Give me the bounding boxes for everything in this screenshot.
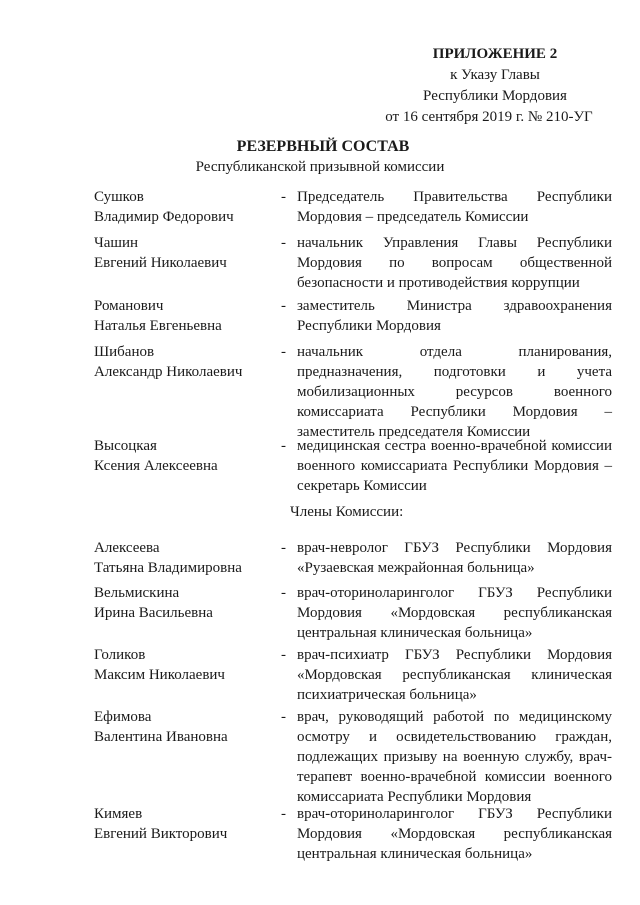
appendix-line-2: Республики Мордовия bbox=[423, 88, 567, 104]
members-heading: Члены Комиссии: bbox=[290, 504, 404, 520]
person-name bbox=[94, 233, 274, 273]
surname: Алексеева bbox=[94, 540, 160, 556]
position-description: заместитель Министра здравоохранения Республики Мордовия bbox=[297, 298, 612, 334]
person-name bbox=[94, 342, 274, 382]
person-name bbox=[94, 187, 274, 227]
position-description: врач-невролог ГБУЗ Республики Мордовия «Рузаевская межрайонная больница» bbox=[297, 540, 612, 576]
person-name bbox=[94, 296, 274, 336]
position-description: медицинская сестра военно-врачебной комиссии военного комиссариата Республики Мордовия – секретарь Комиссии bbox=[297, 438, 612, 494]
person-name bbox=[94, 645, 274, 685]
position-description: начальник Управления Главы Республики Мордовия по вопросам общественной безопасности и противодействия коррупции bbox=[297, 235, 612, 291]
given-names: Максим Николаевич bbox=[94, 667, 225, 683]
given-names: Ирина Васильевна bbox=[94, 605, 213, 621]
position-description: врач, руководящий работой по медицинскому осмотру и освидетельствованию граждан, подлежащих призыву на военную службу, врач-терапевт военно-врачебной комиссии военного комиссариата Республики Мордовия bbox=[297, 709, 612, 805]
given-names: Валентина Ивановна bbox=[94, 729, 228, 745]
surname: Сушков bbox=[94, 189, 144, 205]
person-name bbox=[94, 583, 274, 623]
surname: Ефимова bbox=[94, 709, 152, 725]
separator-dash: - bbox=[281, 438, 286, 454]
separator-dash: - bbox=[281, 189, 286, 205]
separator-dash: - bbox=[281, 806, 286, 822]
person-name bbox=[94, 538, 274, 578]
surname: Высоцкая bbox=[94, 438, 157, 454]
position-description: Председатель Правительства Республики Мордовия – председатель Комиссии bbox=[297, 189, 612, 225]
appendix-header bbox=[370, 44, 620, 128]
separator-dash: - bbox=[281, 585, 286, 601]
person-name bbox=[94, 804, 274, 844]
position-description: врач-оториноларинголог ГБУЗ Республики Мордовия «Мордовская республиканская центральная клиническая больница» bbox=[297, 806, 612, 862]
separator-dash: - bbox=[281, 647, 286, 663]
person-name bbox=[94, 436, 274, 476]
given-names: Ксения Алексеевна bbox=[94, 458, 218, 474]
appendix-title: ПРИЛОЖЕНИЕ 2 bbox=[432, 46, 558, 62]
surname: Голиков bbox=[94, 647, 146, 663]
person-name bbox=[94, 707, 274, 747]
document-title: РЕЗЕРВНЫЙ СОСТАВ bbox=[236, 138, 410, 155]
document-subtitle: Республиканской призывной комиссии bbox=[195, 159, 445, 175]
document-heading bbox=[0, 137, 640, 177]
appendix-line-1: к Указу Главы bbox=[450, 67, 540, 83]
given-names: Владимир Федорович bbox=[94, 209, 234, 225]
position-description: врач-оториноларинголог ГБУЗ Республики Мордовия «Мордовская республиканская центральная клиническая больница» bbox=[297, 585, 612, 641]
appendix-date: от 16 сентября 2019 г. № 210-УГ bbox=[385, 109, 593, 125]
position-description: врач-психиатр ГБУЗ Республики Мордовия «Мордовская республиканская клиническая психиатрическая больница» bbox=[297, 647, 612, 703]
surname: Шибанов bbox=[94, 344, 155, 360]
separator-dash: - bbox=[281, 344, 286, 360]
position-description: начальник отдела планирования, предназначения, подготовки и учета мобилизационных ресурсов военного комиссариата Республики Мордовия – заместитель председателя Комиссии bbox=[297, 344, 612, 440]
surname: Кимяев bbox=[94, 806, 143, 822]
given-names: Александр Николаевич bbox=[94, 364, 243, 380]
separator-dash: - bbox=[281, 709, 286, 725]
given-names: Евгений Николаевич bbox=[94, 255, 227, 271]
surname: Романович bbox=[94, 298, 164, 314]
separator-dash: - bbox=[281, 540, 286, 556]
given-names: Евгений Викторович bbox=[94, 826, 228, 842]
given-names: Наталья Евгеньевна bbox=[94, 318, 222, 334]
separator-dash: - bbox=[281, 235, 286, 251]
surname: Чашин bbox=[94, 235, 139, 251]
given-names: Татьяна Владимировна bbox=[94, 560, 242, 576]
separator-dash: - bbox=[281, 298, 286, 314]
surname: Вельмискина bbox=[94, 585, 180, 601]
